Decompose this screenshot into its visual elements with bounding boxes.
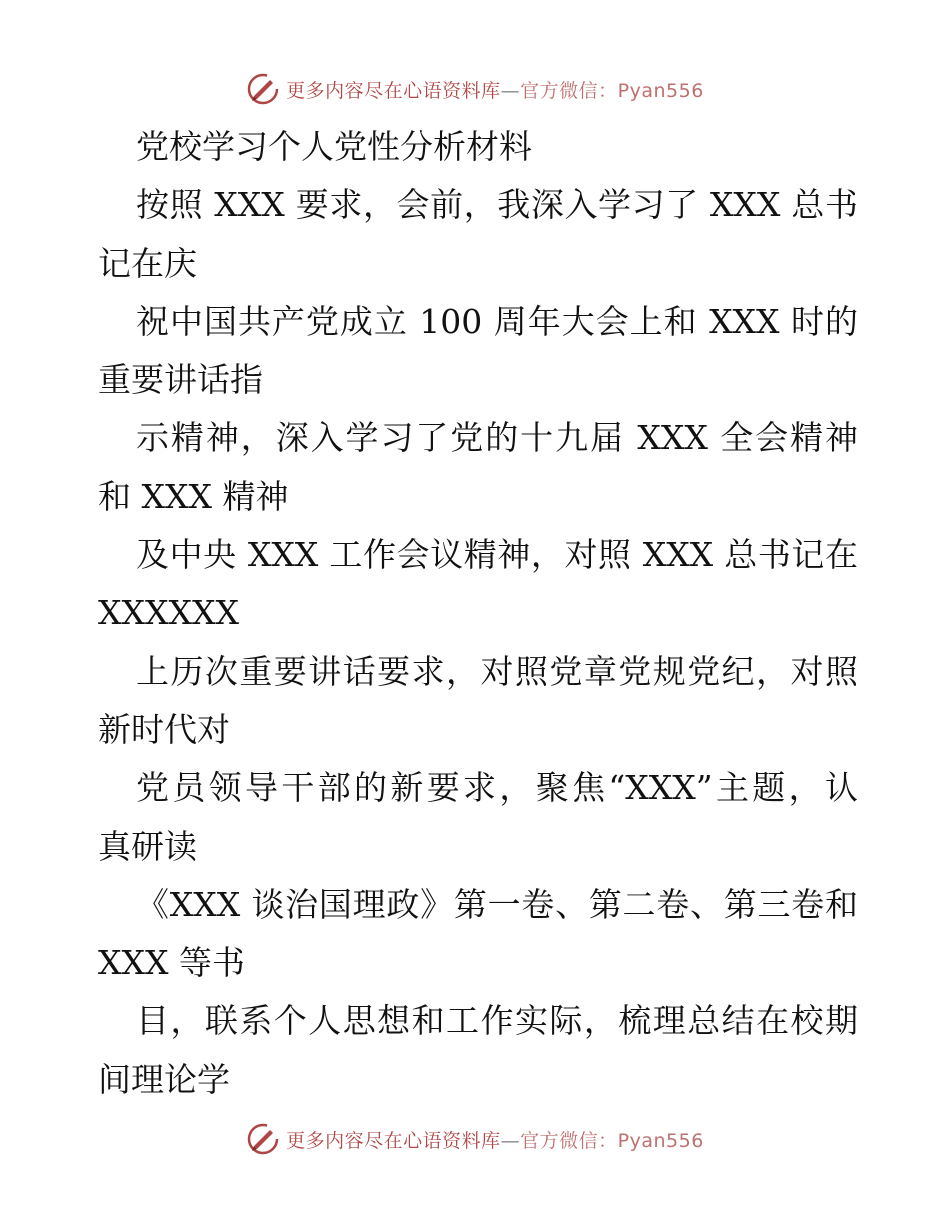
paragraph-line: 和 XXX 精神 — [98, 476, 289, 516]
paragraph-line: XXX 等书 — [98, 943, 245, 983]
paragraph-line: 记在庆 — [98, 243, 197, 283]
paragraph-line: 新时代对 — [98, 709, 230, 749]
header-watermark — [0, 72, 950, 106]
paragraph-lines — [98, 176, 858, 1109]
paragraph-line: 示精神，深入学习了党的十九届 XXX 全会精神 — [136, 418, 858, 458]
document-body — [98, 118, 858, 1109]
document-title: 党校学习个人党性分析材料 — [136, 127, 532, 166]
paragraph-line: 重要讲话指 — [98, 360, 263, 400]
watermark-text: 更多内容尽在心语资料库—官方微信：Pyan556 — [286, 1129, 704, 1152]
paragraph-line: 目，联系个人思想和工作实际，梳理总结在校期 — [136, 1001, 858, 1041]
pen-logo-icon — [246, 1122, 280, 1156]
paragraph-line: XXXXXX — [98, 593, 239, 633]
paragraph-line: 《XXX 谈治国理政》第一卷、第二卷、第三卷和 — [136, 884, 858, 924]
pen-logo-icon — [246, 72, 280, 106]
paragraph-line: 及中央 XXX 工作会议精神，对照 XXX 总书记在 — [136, 535, 858, 575]
paragraph-line: 党员领导干部的新要求，聚焦“XXX”主题，认 — [136, 768, 858, 808]
paragraph-line: 祝中国共产党成立 100 周年大会上和 XXX 时的 — [136, 301, 858, 341]
paragraph-line: 间理论学 — [98, 1059, 230, 1099]
paragraph-line: 真研读 — [98, 826, 197, 866]
paragraph-line: 上历次重要讲话要求，对照党章党规党纪，对照 — [136, 651, 858, 691]
watermark-text: 更多内容尽在心语资料库—官方微信：Pyan556 — [286, 79, 704, 102]
footer-watermark — [0, 1122, 950, 1156]
paragraph-line: 按照 XXX 要求，会前，我深入学习了 XXX 总书 — [136, 185, 858, 225]
